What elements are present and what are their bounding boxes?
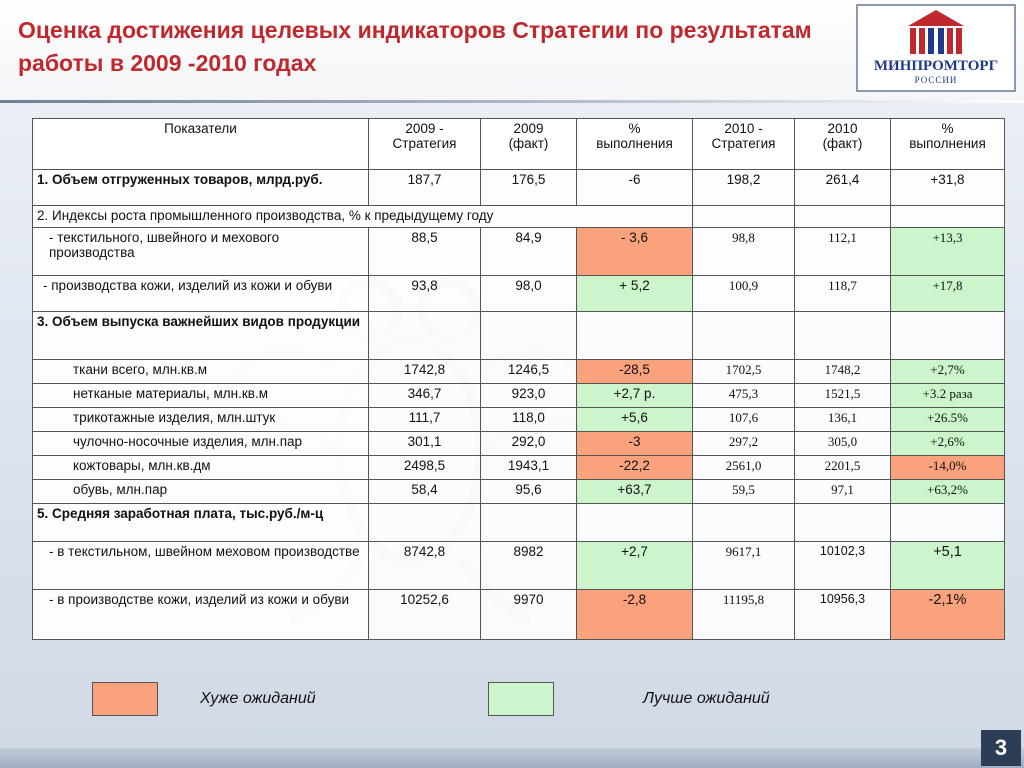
cell-value: 10102,3 [795,542,891,590]
cell-value: 1748,2 [795,360,891,384]
cell-value-worse: -2,1% [891,590,1005,640]
cell-value: 923,0 [481,384,577,408]
row-label: чулочно-носочные изделия, млн.пар [33,432,369,456]
table-row [33,228,1005,276]
header-2010-strategy: 2010 - Стратегия [693,119,795,170]
cell-value: 58,4 [369,480,481,504]
cell-value: 107,6 [693,408,795,432]
cell-value: 59,5 [693,480,795,504]
cell-value: 187,7 [369,170,481,206]
header-indicators: Показатели [33,119,369,170]
cell-value-better: +2,7% [891,360,1005,384]
cell-value: 136,1 [795,408,891,432]
cell-value-worse: -22,2 [577,456,693,480]
logo-title: МИНПРОМТОРГ [873,58,999,74]
cell-value-better: +5,1 [891,542,1005,590]
cell-value: 346,7 [369,384,481,408]
cell-value: 2498,5 [369,456,481,480]
cell-value: 305,0 [795,432,891,456]
cell-value: 292,0 [481,432,577,456]
table-row [33,170,1005,206]
cell-value: 8742,8 [369,542,481,590]
cell-value-worse: -28,5 [577,360,693,384]
row-label: ткани всего, млн.кв.м [33,360,369,384]
row-label: нетканые материалы, млн.кв.м [33,384,369,408]
header-divider [0,100,1024,103]
cell-value-worse: - 3,6 [577,228,693,276]
section-heading: 2. Индексы роста промышленного производства, % к предыдущему году [33,206,693,228]
cell-value: 93,8 [369,276,481,312]
cell-value: 112,1 [795,228,891,276]
cell-value-better: +63,2% [891,480,1005,504]
cell-value-better: +2,7 [577,542,693,590]
cell-value: 95,6 [481,480,577,504]
cell-value-better: +13,3 [891,228,1005,276]
cell-value-better: +3.2 раза [891,384,1005,408]
cell-value: 1521,5 [795,384,891,408]
cell-value-worse: -2,8 [577,590,693,640]
logo-subtitle: РОССИИ [914,75,958,85]
cell-value: 2201,5 [795,456,891,480]
table-row [33,590,1005,640]
cell-value: 100,9 [693,276,795,312]
header-2009-percent: % выполнения [577,119,693,170]
legend-better-label: Лучше ожиданий [643,690,770,707]
legend-worse-swatch [92,682,158,716]
table-row [33,384,1005,408]
cell-value: 8982 [481,542,577,590]
section-heading: 3. Объем выпуска важнейших видов продукции [33,312,369,360]
page-number: 3 [981,730,1021,766]
row-label: - текстильного, швейного и мехового производства [33,228,369,276]
cell-value-better: +17,8 [891,276,1005,312]
cell-value-better: +2,7 р. [577,384,693,408]
table-row [33,432,1005,456]
cell-value-better: + 5,2 [577,276,693,312]
row-label: кожтовары, млн.кв.дм [33,456,369,480]
cell-value: 9617,1 [693,542,795,590]
cell-value: 1246,5 [481,360,577,384]
cell-value-worse: -3 [577,432,693,456]
cell-value: 9970 [481,590,577,640]
cell-value: 176,5 [481,170,577,206]
cell-value: 261,4 [795,170,891,206]
ministry-logo [856,4,1016,92]
table-row [33,504,1005,542]
cell-value: 1943,1 [481,456,577,480]
ministry-logo-icon [906,8,966,56]
row-label: - в текстильном, швейном меховом производстве [33,542,369,590]
table-row [33,276,1005,312]
cell-value: 97,1 [795,480,891,504]
cell-value-better: +5,6 [577,408,693,432]
header-2009-fact: 2009 (факт) [481,119,577,170]
footer-bar [0,748,1024,768]
cell-value: 297,2 [693,432,795,456]
cell-value: 10956,3 [795,590,891,640]
cell-value: 2561,0 [693,456,795,480]
cell-value: 118,7 [795,276,891,312]
table-row [33,542,1005,590]
header-2009-strategy: 2009 - Стратегия [369,119,481,170]
cell-value: -6 [577,170,693,206]
table-header-row [33,119,1005,170]
cell-value: 118,0 [481,408,577,432]
header-2010-fact: 2010 (факт) [795,119,891,170]
indicators-table [32,118,1005,640]
cell-value: 301,1 [369,432,481,456]
table-row [33,360,1005,384]
cell-value: 11195,8 [693,590,795,640]
page-title: Оценка достижения целевых индикаторов Стратегии по результатам работы в 2009 -2010 годах [18,17,812,76]
row-label: 1. Объем отгруженных товаров, млрд.руб. [33,170,369,206]
cell-value: 84,9 [481,228,577,276]
cell-value-worse: -14,0% [891,456,1005,480]
table-row [33,456,1005,480]
header-2010-percent: % выполнения [891,119,1005,170]
cell-value: 88,5 [369,228,481,276]
table-row [33,480,1005,504]
row-label: - в производстве кожи, изделий из кожи и обуви [33,590,369,640]
cell-value-better: +2,6% [891,432,1005,456]
legend-worse-label: Хуже ожиданий [200,690,316,707]
row-label: обувь, млн.пар [33,480,369,504]
cell-value: 475,3 [693,384,795,408]
cell-value: 198,2 [693,170,795,206]
row-label: трикотажные изделия, млн.штук [33,408,369,432]
cell-value-better: +26.5% [891,408,1005,432]
cell-value: 98,8 [693,228,795,276]
cell-value: +31,8 [891,170,1005,206]
legend-better-swatch [488,682,554,716]
table-row [33,206,1005,228]
table-row [33,408,1005,432]
cell-value: 10252,6 [369,590,481,640]
section-heading: 5. Средняя заработная плата, тыс.руб./м-ц [33,504,369,542]
cell-value: 1742,8 [369,360,481,384]
cell-value: 111,7 [369,408,481,432]
row-label: - производства кожи, изделий из кожи и обуви [33,276,369,312]
cell-value: 98,0 [481,276,577,312]
cell-value-better: +63,7 [577,480,693,504]
cell-value: 1702,5 [693,360,795,384]
table-row [33,312,1005,360]
